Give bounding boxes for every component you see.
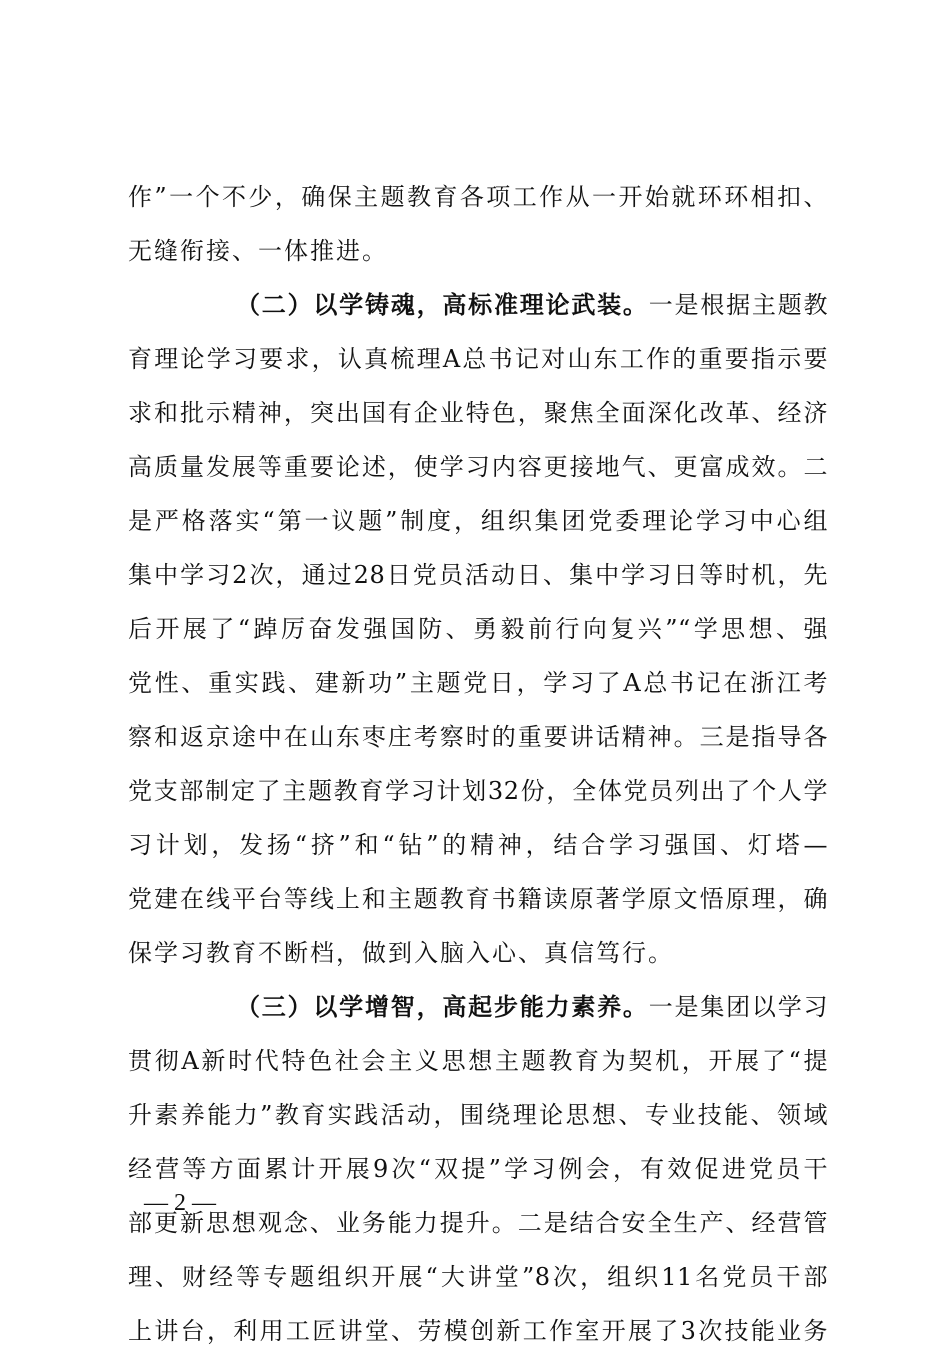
paragraph2-heading: （二）以学铸魂，高标准理论武装。 — [236, 290, 649, 319]
paragraph3-first-line-text: 一是集团以学习 — [648, 993, 829, 1021]
paragraph2-line: 高质量发展等重要论述，使学习内容更接地气、更富成效。二 — [128, 453, 828, 481]
paragraph2-line: 集中学习2次，通过28日党员活动日、集中学习日等时机，先 — [128, 561, 828, 589]
paragraph3-line: 升素养能力”教育实践活动，围绕理论思想、专业技能、领域 — [128, 1101, 828, 1129]
paragraph2-line: 保学习教育不断档，做到入脑入心、真信笃行。 — [128, 939, 674, 967]
paragraph2-first-line-text: 一是根据主题教 — [648, 291, 829, 319]
paragraph2-first-line — [128, 278, 828, 332]
paragraph2-line: 育理论学习要求，认真梳理A总书记对山东工作的重要指示要 — [128, 345, 828, 373]
paragraph2-line: 是严格落实“第一议题”制度，组织集团党委理论学习中心组 — [128, 507, 828, 535]
paragraph3-line: 理、财经等专题组织开展“大讲堂”8次，组织11名党员干部 — [128, 1263, 828, 1291]
page-number: — 2 — — [144, 1190, 216, 1216]
paragraph2-line: 后开展了“踔厉奋发强国防、勇毅前行向复兴”“学思想、强 — [128, 615, 828, 643]
paragraph2-line: 党性、重实践、建新功”主题党日，学习了A总书记在浙江考 — [128, 669, 828, 697]
paragraph2-line: 党支部制定了主题教育学习计划32份，全体党员列出了个人学 — [128, 777, 828, 805]
paragraph3-first-line — [128, 980, 828, 1034]
paragraph3-line: 经营等方面累计开展9次“双提”学习例会，有效促进党员干 — [128, 1155, 828, 1183]
paragraph1-line-1: 作”一个不少，确保主题教育各项工作从一开始就环环相扣、 — [128, 183, 828, 211]
paragraph2-line: 党建在线平台等线上和主题教育书籍读原著学原文悟原理，确 — [128, 885, 828, 913]
paragraph3-heading: （三）以学增智，高起步能力素养。 — [236, 992, 649, 1021]
body-text — [128, 170, 828, 1358]
paragraph2-line: 习计划，发扬“挤”和“钻”的精神，结合学习强国、灯塔— — [128, 831, 828, 859]
paragraph3-line: 上讲台，利用工匠讲堂、劳模创新工作室开展了3次技能业务 — [128, 1317, 828, 1345]
paragraph3-line: 部更新思想观念、业务能力提升。二是结合安全生产、经营管 — [128, 1209, 828, 1237]
paragraph2-line: 察和返京途中在山东枣庄考察时的重要讲话精神。三是指导各 — [128, 723, 828, 751]
paragraph3-line: 贯彻A新时代特色社会主义思想主题教育为契机，开展了“提 — [128, 1047, 828, 1075]
paragraph1-line-2: 无缝衔接、一体推进。 — [128, 237, 388, 265]
paragraph2-line: 求和批示精神，突出国有企业特色，聚焦全面深化改革、经济 — [128, 399, 828, 427]
